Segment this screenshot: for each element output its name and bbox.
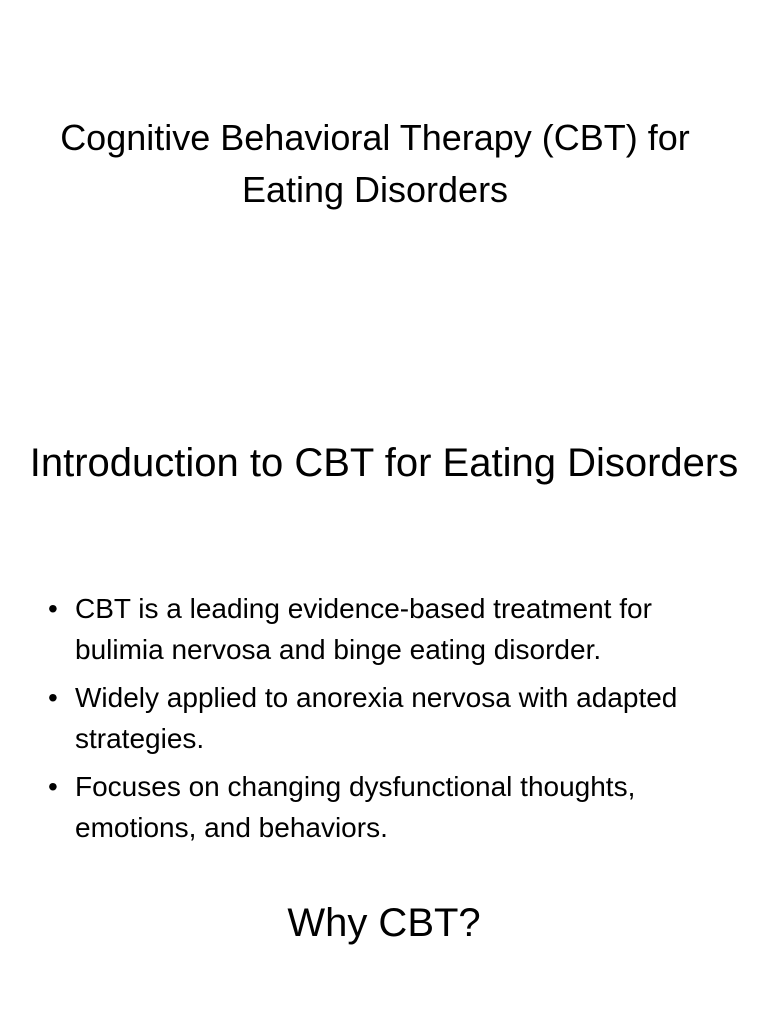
bullet-icon: • (48, 593, 58, 624)
bullet-icon: • (48, 682, 58, 713)
bullet-text: Focuses on changing dysfunctional thoughts, emotions, and behaviors. (75, 771, 636, 843)
why-cbt-slide (0, 874, 768, 1024)
slide-heading: Why CBT? (287, 901, 481, 945)
bullet-text: CBT is a leading evidence-based treatment for bulimia nervosa and binge eating disorder. (75, 593, 652, 665)
bullet-item (48, 766, 748, 848)
bullet-item (48, 677, 748, 759)
introduction-slide (0, 384, 768, 874)
bullet-list (48, 588, 748, 855)
bullet-text: Widely applied to anorexia nervosa with adapted strategies. (75, 682, 678, 754)
title-slide (0, 0, 768, 384)
bullet-icon: • (48, 771, 58, 802)
slide-title: Cognitive Behavioral Therapy (CBT) for Eating Disorders (60, 117, 690, 210)
bullet-item (48, 588, 748, 670)
slide-heading: Introduction to CBT for Eating Disorders (29, 441, 739, 485)
